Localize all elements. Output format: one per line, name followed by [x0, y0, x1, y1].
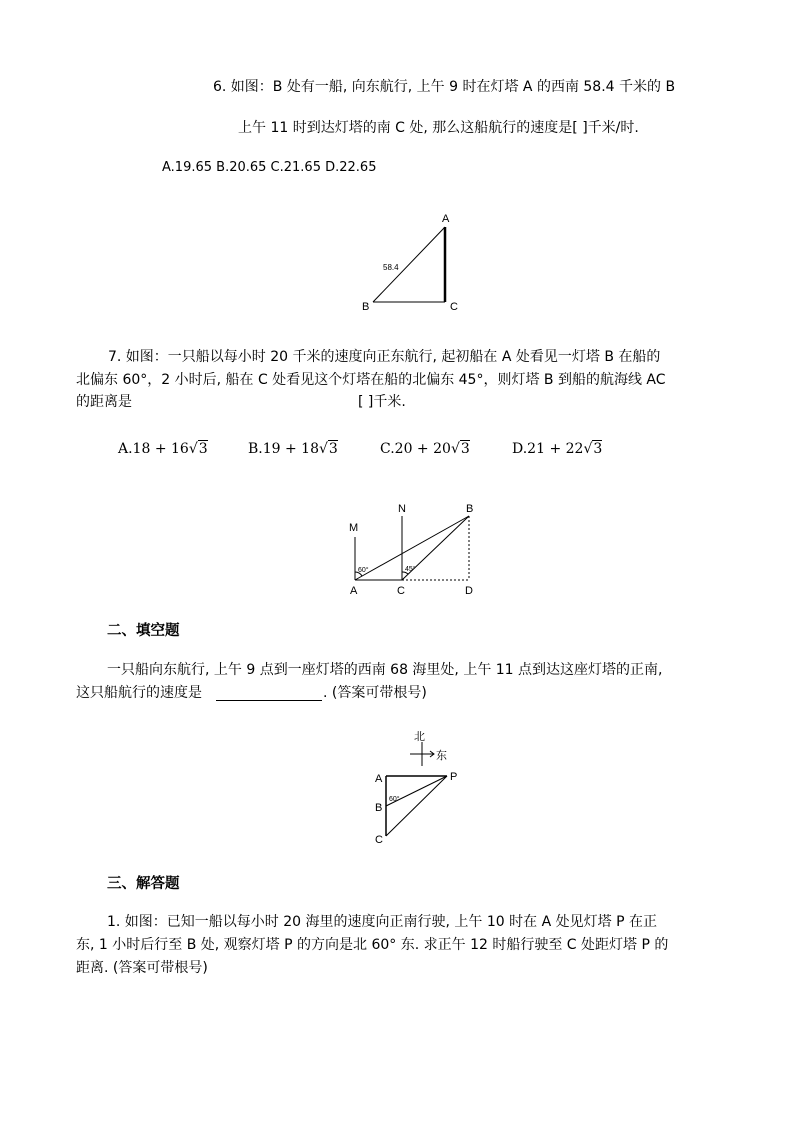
q7-option-c-text: C.20 + 20 [380, 441, 451, 457]
sqrt-icon: √ [583, 441, 593, 457]
sqrt-icon: √ [188, 441, 198, 457]
q7-line3-right: [ ]千米. [358, 394, 406, 410]
q7-label-a: A [350, 585, 358, 597]
q7-label-c: C [397, 585, 405, 597]
section2-line2-right: . (答案可带根号) [323, 685, 427, 701]
q7-option-a-radicand: 3 [198, 441, 208, 457]
compass-north-label: 北 [414, 731, 425, 743]
section3-heading: 三、解答题 [107, 876, 180, 892]
fig2-angle-60: 60° [389, 796, 400, 803]
q6-label-c: C [450, 301, 458, 313]
q7-label-b: B [466, 503, 474, 515]
q7-label-n: N [398, 503, 406, 515]
fig2-label-a: A [375, 773, 383, 785]
q7-line2: 北偏东 60°，2 小时后, 船在 C 处看见这个灯塔在船的北偏东 45°，则灯塔 B 到船的航海线 AC [76, 372, 666, 388]
section2-line1: 一只船向东航行, 上午 9 点到一座灯塔的西南 68 海里处, 上午 11 点到达这座灯塔的正南, [107, 662, 663, 678]
fig2-label-c: C [375, 834, 383, 846]
q6-line2: 上午 11 时到达灯塔的南 C 处, 那么这船航行的速度是[ ]千米/时. [238, 120, 639, 136]
sqrt-icon: √ [319, 441, 328, 457]
section2-line2-left: 这只船航行的速度是 [76, 685, 202, 701]
fig2-label-b: B [375, 802, 383, 814]
q7-option-d-radicand: 3 [593, 441, 603, 457]
q7-label-d: D [465, 585, 473, 597]
sqrt-icon: √ [450, 441, 460, 457]
q7-label-m: M [349, 522, 359, 534]
q6-label-a: A [442, 213, 450, 225]
q7-angle-45: 45° [405, 566, 416, 573]
q6-line1: 6. 如图：B 处有一船, 向东航行, 上午 9 时在灯塔 A 的西南 58.4 千米的 B [213, 79, 676, 95]
section2-heading: 二、填空题 [107, 623, 180, 639]
section3-line1: 1. 如图：已知一船以每小时 20 海里的速度向正南行驶, 上午 10 时在 A 处见灯塔 P 在正 [107, 914, 657, 930]
fig2-label-p: P [450, 771, 458, 783]
q7-option-a-text: A.18 + 16 [118, 441, 189, 457]
q7-option-b-text: B.19 + 18 [248, 441, 319, 457]
fig2-line-cp [386, 776, 447, 836]
q7-option-d-text: D.21 + 22 [512, 441, 584, 457]
q7-line3-left: 的距离是 [76, 394, 132, 410]
q6-side-label: 58.4 [383, 263, 399, 272]
q6-label-b: B [362, 301, 370, 313]
q6-options: A.19.65 B.20.65 C.21.65 D.22.65 [162, 160, 377, 175]
q7-angle-60: 60° [358, 567, 369, 574]
section3-line2: 东, 1 小时后行至 B 处, 观察灯塔 P 的方向是北 60° 东. 求正午 12 时船行驶至 C 处距灯塔 P 的 [76, 937, 669, 953]
section3-line3: 距离. (答案可带根号) [76, 960, 208, 976]
compass-east-label: 东 [436, 750, 447, 762]
q7-option-c-radicand: 3 [460, 441, 470, 457]
q7-line1: 7. 如图：一只船以每小时 20 千米的速度向正东航行, 起初船在 A 处看见一灯塔 B 在船的 [108, 349, 661, 365]
q7-option-b-radicand: 3 [328, 441, 338, 457]
